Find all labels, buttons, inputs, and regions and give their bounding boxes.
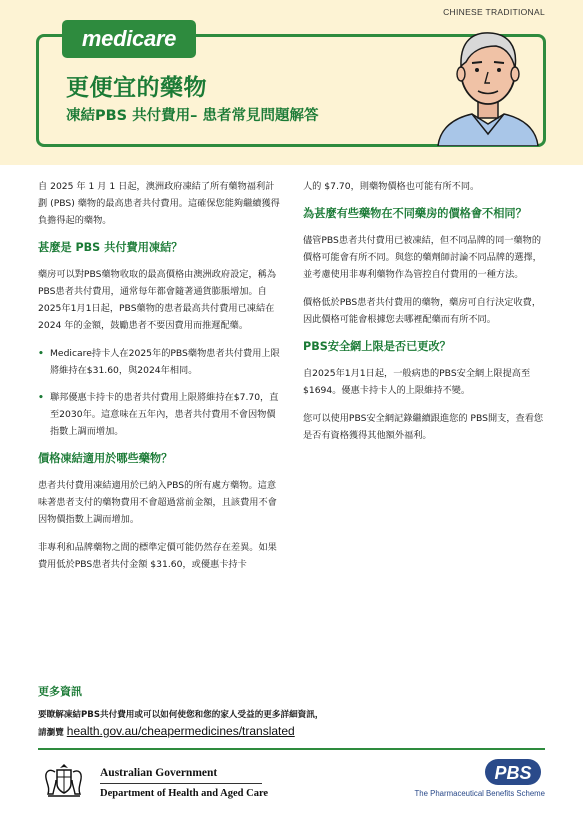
pbs-logo [484, 756, 542, 788]
more-information [38, 683, 548, 741]
section-paragraph: 非專利和品牌藥物之間的標準定價可能仍然存在差異。如果費用低於PBS患者共付金額 $31.60，或優惠卡持卡 [38, 542, 277, 570]
page-subtitle: 凍結PBS 共付費用– 患者常見問題解答 [66, 108, 319, 124]
section-heading-copayment-freeze: 甚麼是 PBS 共付費用凍結？ [38, 241, 183, 254]
section-paragraph: 自2025年1月1日起，一般病患的PBS安全網上限提高至$1694。優惠卡持卡人的上限維持不變。 [303, 368, 531, 396]
section-heading-price-differences: 為甚麼有些藥物在不同藥房的價格會不相同？ [303, 207, 527, 220]
list-item: • Medicare持卡人在2025年的PBS藥物患者共付費用上限將維持在$31.60，與2024年相同。 [38, 345, 280, 379]
section-heading-which-medicines: 價格凍結適用於哪些藥物？ [38, 452, 173, 465]
section-paragraph: 藥房可以對PBS藥物收取的最高價格由澳洲政府設定，稱為PBS患者共付費用，通常每年都會隨著通貨膨脹增加。自2025年1月1日起，PBS藥物的患者最高共付費用已凍結在 2024 年的金額，鼓勵患者不要因費用而推遲配藥。 [38, 269, 277, 331]
gov-name: Australian Government [100, 767, 218, 779]
link-prefix: 請瀏覽 [38, 728, 64, 738]
bullet-list [38, 345, 280, 440]
continuation-paragraph: 人的 $7.70，則藥物價格也可能有所不同。 [303, 181, 480, 192]
section-paragraph: 您可以使用PBS安全網記錄繼續跟進您的 PBS開支，查看您是否有資格獲得其他額外福利。 [303, 413, 544, 441]
more-info-heading: 更多資訊 [38, 685, 82, 698]
pbs-caption: The Pharmaceutical Benefits Scheme [414, 789, 545, 798]
man-portrait-illustration [432, 16, 544, 146]
medicare-logo-text: medicare [81, 26, 177, 51]
intro-paragraph: 自 2025 年 1 月 1 日起，澳洲政府凍結了所有藥物福利計劃 (PBS) 藥物的最高患者共付費用。這確保您能夠繼續獲得負擔得起的藥物。 [38, 181, 280, 226]
department-name: Department of Health and Aged Care [100, 788, 269, 799]
section-paragraph: 價格低於PBS患者共付費用的藥物，藥房可自行決定收費，因此價格可能會根據您去哪裡配藥而有所不同。 [303, 297, 542, 325]
language-tag: CHINESE TRADITIONAL [443, 7, 545, 17]
left-column [38, 178, 280, 584]
pbs-logo-text: PBS [494, 763, 532, 783]
right-column [303, 178, 545, 455]
section-paragraph: 儘管PBS患者共付費用已被凍結，但不同品牌的同一藥物的價格可能會有所不同。與您的藥劑師討論不同品牌的選擇，並考慮使用非專利藥物作為管控自付費用的一種方法。 [303, 235, 542, 280]
more-info-link-row [38, 723, 548, 741]
section-heading-safety-net: PBS安全網上限是否已更改？ [303, 340, 451, 353]
government-logo-text [100, 766, 268, 801]
footer-divider [38, 748, 545, 750]
page-title: 更便宜的藥物 [66, 75, 207, 101]
more-info-text: 要瞭解凍結PBS共付費用或可以如何使您和您的家人受益的更多詳細資訊， [38, 710, 324, 720]
gov-divider [100, 783, 262, 784]
coat-of-arms-icon [40, 758, 88, 800]
list-item: • 聯邦優惠卡持卡的患者共付費用上限將維持在$7.70，直至2030年。這意味在五年內，患者共付費用不會因物價指數上調而增加。 [38, 389, 280, 440]
medicare-logo [62, 20, 196, 58]
section-paragraph: 患者共付費用凍結適用於已納入PBS的所有處方藥物。這意味著患者支付的藥物費用不會超過當前金額，且該費用不會因物價指數上調而增加。 [38, 480, 277, 525]
health-website-link[interactable]: health.gov.au/cheapermedicines/translated [66, 724, 295, 738]
